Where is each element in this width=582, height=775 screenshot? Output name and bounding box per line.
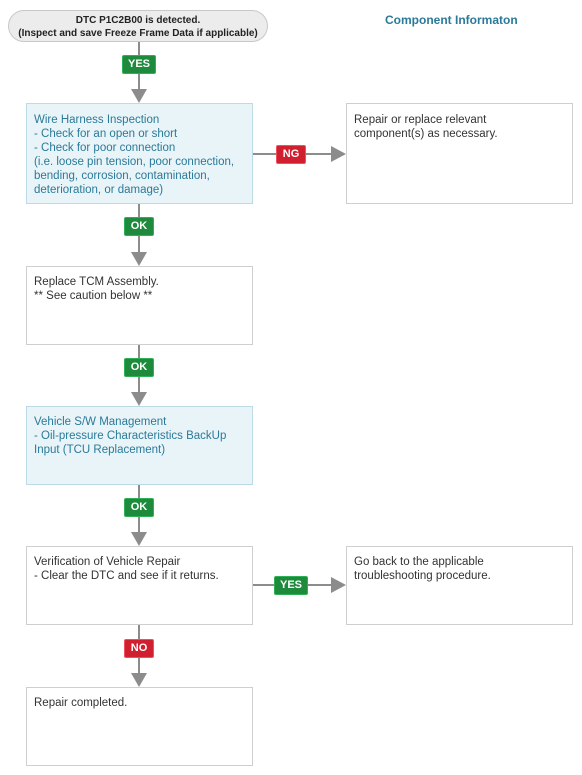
ok-badge: OK [124, 217, 154, 236]
arrowhead-down-icon [131, 392, 147, 406]
ng-badge: NG [276, 145, 306, 164]
step-repair-or-replace: Repair or replace relevant component(s) as necessary. [346, 103, 573, 204]
arrowhead-right-icon [331, 577, 346, 593]
step-replace-tcm-assembly: Replace TCM Assembly. ** See caution below ** [26, 266, 253, 345]
yes-badge: YES [122, 55, 156, 74]
step-vehicle-sw-management[interactable]: Vehicle S/W Management - Oil-pressure Characteristics BackUp Input (TCU Replacement) [26, 406, 253, 485]
arrowhead-down-icon [131, 89, 147, 103]
step-go-back-troubleshooting: Go back to the applicable troubleshooting procedure. [346, 546, 573, 625]
arrowhead-down-icon [131, 252, 147, 266]
step-verification-of-vehicle-repair: Verification of Vehicle Repair - Clear the DTC and see if it returns. [26, 546, 253, 625]
arrowhead-down-icon [131, 532, 147, 546]
arrowhead-right-icon [331, 146, 346, 162]
ok-badge: OK [124, 498, 154, 517]
step-repair-completed: Repair completed. [26, 687, 253, 766]
step-wire-harness-inspection[interactable]: Wire Harness Inspection - Check for an open or short - Check for poor connection (i.e. loose pin tension, poor connection, bending, corrosion, contamination, deterioration, or damage) [26, 103, 253, 204]
ok-badge: OK [124, 358, 154, 377]
no-badge: NO [124, 639, 154, 658]
start-dtc-detected [8, 10, 268, 42]
yes-badge: YES [274, 576, 308, 595]
start-dtc-text: DTC P1C2B00 is detected. (Inspect and save Freeze Frame Data if applicable) [18, 15, 258, 39]
arrowhead-down-icon [131, 673, 147, 687]
component-information-link[interactable]: Component Informaton [385, 13, 518, 27]
